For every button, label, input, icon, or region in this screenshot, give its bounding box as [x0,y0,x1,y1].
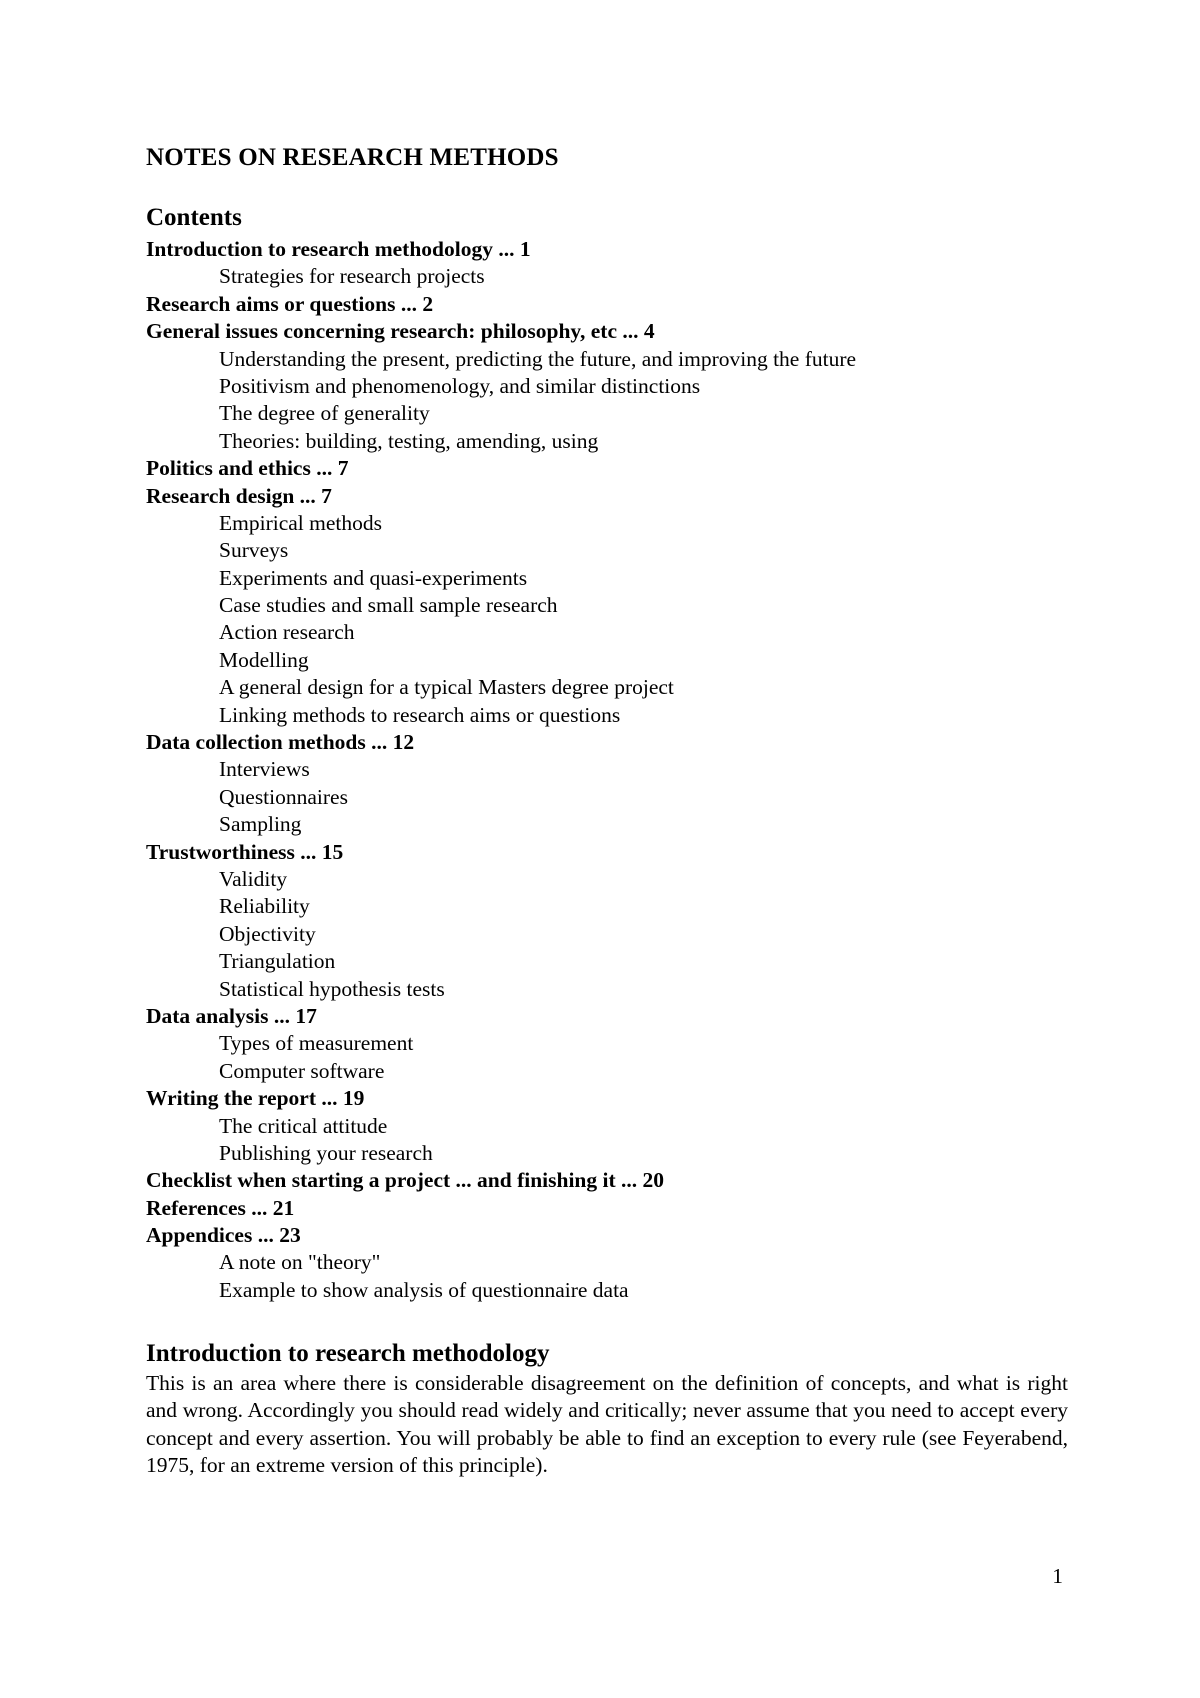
toc-subentry: Empirical methods [219,510,383,535]
table-of-contents [146,236,856,1304]
toc-entry: Data collection methods ... 12 [146,730,415,755]
toc-subentry: Interviews [219,757,310,782]
toc-subentry: Publishing your research [219,1140,433,1165]
toc-entry: Politics and ethics ... 7 [146,456,349,481]
toc-subentry: Validity [219,866,288,891]
toc-subentry: Sampling [219,812,302,837]
toc-entry: Checklist when starting a project ... and finishing it ... 20 [146,1168,665,1193]
toc-subentry: Questionnaires [219,784,348,809]
toc-subentry: Statistical hypothesis tests [219,976,445,1001]
document-page [146,0,1068,1698]
toc-entry: General issues concerning research: philosophy, etc ... 4 [146,319,655,344]
section-heading: Introduction to research methodology [146,1340,550,1367]
toc-subentry: Linking methods to research aims or questions [219,702,621,727]
toc-subentry: Objectivity [219,921,316,946]
intro-paragraph: This is an area where there is considerable disagreement on the definition of concepts, and what is right and wrong. Accordingly you should read widely and critically; never assume that you need to accept every concept and every assertion. You will probably be able to find an exception to every rule (see Feyerabend, 1975, for an extreme version of this principle). [146,1371,1068,1478]
toc-entry: Appendices ... 23 [146,1223,301,1248]
toc-subentry: Case studies and small sample research [219,593,558,618]
toc-subentry: Reliability [219,894,310,919]
toc-subentry: Positivism and phenomenology, and similar distinctions [219,373,701,398]
toc-entry: Introduction to research methodology ... 1 [146,237,531,261]
toc-subentry: Triangulation [219,949,336,974]
page-number: 1 [1052,1564,1063,1588]
toc-entry: Research design ... 7 [146,483,332,508]
toc-subentry: A general design for a typical Masters degree project [219,675,674,700]
contents-heading: Contents [146,204,242,231]
toc-subentry: Strategies for research projects [219,264,485,289]
toc-subentry: Theories: building, testing, amending, using [219,428,599,453]
toc-entry: Data analysis ... 17 [146,1003,317,1028]
toc-subentry: The critical attitude [219,1113,388,1138]
toc-subentry: Modelling [219,647,309,672]
toc-subentry: Types of measurement [219,1031,414,1056]
document-title: NOTES ON RESEARCH METHODS [146,144,559,171]
toc-entry: References ... 21 [146,1195,295,1220]
toc-subentry: Surveys [219,538,289,563]
toc-subentry: Understanding the present, predicting the future, and improving the future [219,346,857,371]
toc-entry: Trustworthiness ... 15 [146,839,344,864]
toc-subentry: The degree of generality [219,401,430,426]
toc-entry: Writing the report ... 19 [146,1086,365,1111]
toc-subentry: Action research [219,620,355,645]
toc-subentry: Computer software [219,1058,385,1083]
toc-subentry: Experiments and quasi-experiments [219,565,528,590]
toc-subentry: A note on "theory" [219,1250,381,1275]
toc-subentry: Example to show analysis of questionnaire data [219,1277,629,1302]
toc-entry: Research aims or questions ... 2 [146,291,434,316]
